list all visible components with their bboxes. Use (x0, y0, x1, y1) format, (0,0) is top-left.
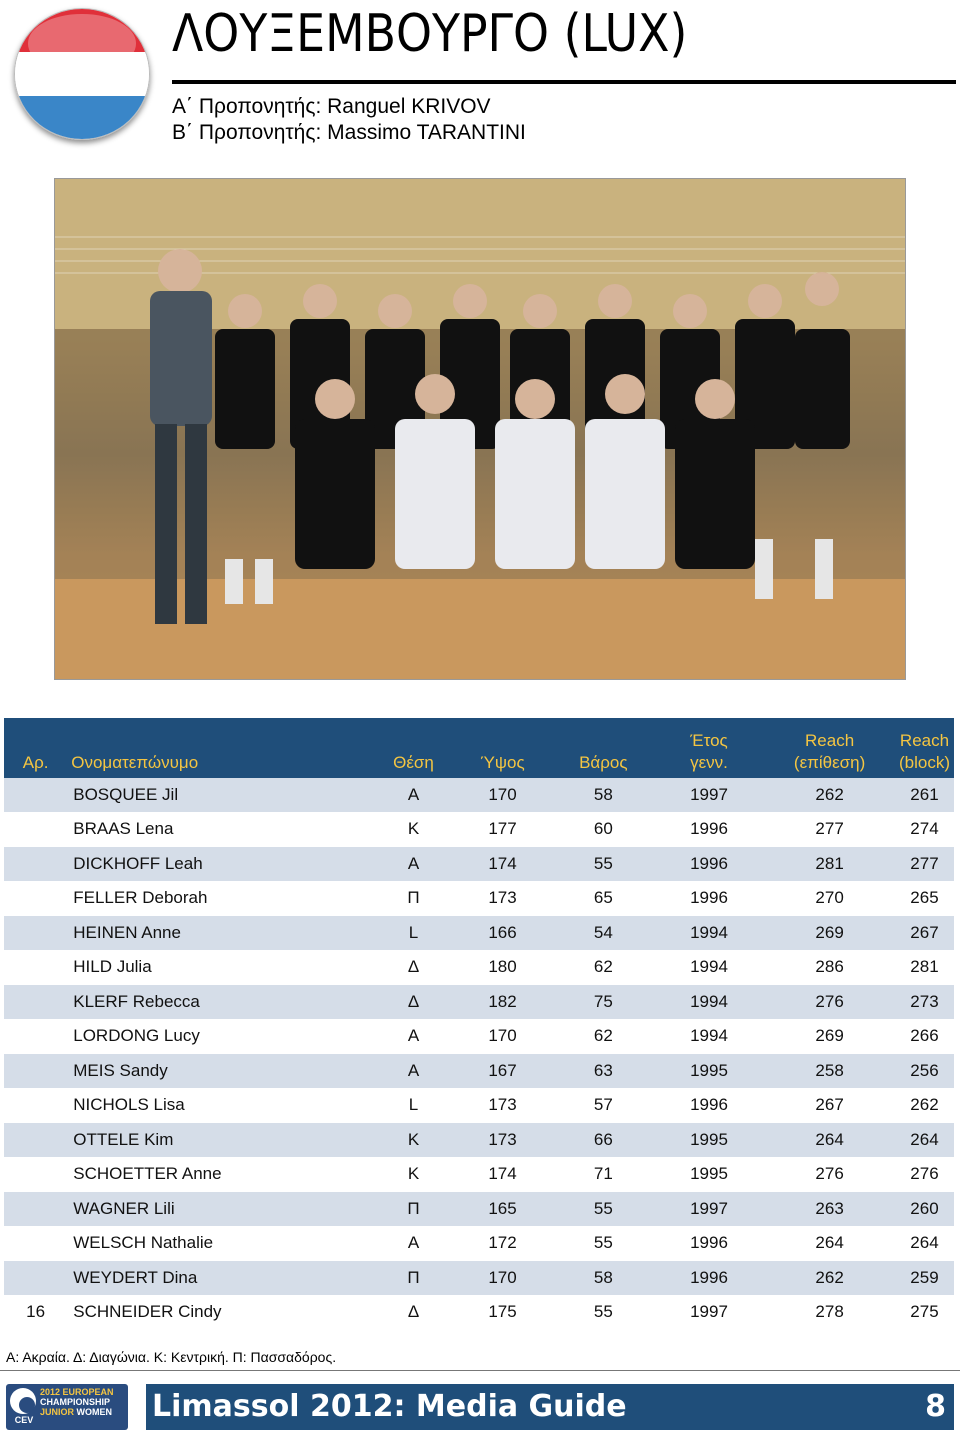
roster-table (4, 718, 954, 1330)
cell-height: 173 (452, 1088, 553, 1123)
header-number: Αρ. (4, 718, 67, 778)
cell-height: 173 (452, 1123, 553, 1158)
position-legend: Α: Ακραία. Δ: Διαγώνια. Κ: Κεντρική. Π: Πασσαδόρος. (6, 1349, 337, 1365)
cell-birth-year: 1994 (654, 985, 764, 1020)
header-reach-attack (764, 718, 895, 778)
cell-height: 177 (452, 812, 553, 847)
header-reach-block-line2: (block) (898, 753, 950, 772)
cell-position: Α (375, 847, 452, 882)
cell-position: Κ (375, 1123, 452, 1158)
cell-name: BOSQUEE Jil (67, 778, 375, 812)
team-photo-illustration (55, 179, 905, 679)
header-height: Ύψος (452, 718, 553, 778)
cell-number (4, 881, 67, 916)
championship-logo (6, 1384, 128, 1430)
cell-position: L (375, 1088, 452, 1123)
cell-number (4, 950, 67, 985)
title-underline (172, 80, 956, 84)
cell-number (4, 1261, 67, 1296)
cell-name: BRAAS Lena (67, 812, 375, 847)
header-birth-year-line2: γενν. (690, 753, 728, 772)
cell-reach-attack: 281 (764, 847, 895, 882)
cell-name: MEIS Sandy (67, 1054, 375, 1089)
cell-reach-attack: 262 (764, 1261, 895, 1296)
cell-name: NICHOLS Lisa (67, 1088, 375, 1123)
front-row-players (295, 419, 755, 569)
logo-line-3: JUNIOR (40, 1407, 75, 1417)
header-position: Θέση (375, 718, 452, 778)
cell-number (4, 985, 67, 1020)
cell-weight: 65 (553, 881, 654, 916)
cell-number (4, 1054, 67, 1089)
page-title: ΛΟΥΞΕΜΒΟΥΡΓΟ (LUX) (172, 4, 688, 64)
cell-birth-year: 1995 (654, 1123, 764, 1158)
cell-reach-attack: 262 (764, 778, 895, 812)
page-number: 8 (925, 1389, 946, 1424)
cell-birth-year: 1994 (654, 1019, 764, 1054)
flag-gloss (28, 14, 135, 73)
cell-height: 182 (452, 985, 553, 1020)
cell-weight: 55 (553, 847, 654, 882)
cell-name: WEYDERT Dina (67, 1261, 375, 1296)
header-birth-year-line1: Έτος (690, 731, 728, 750)
cell-reach-attack: 264 (764, 1123, 895, 1158)
cell-height: 175 (452, 1295, 553, 1330)
cell-number (4, 1192, 67, 1227)
cell-height: 174 (452, 1157, 553, 1192)
cell-weight: 60 (553, 812, 654, 847)
cev-label: CEV (14, 1415, 34, 1425)
cell-name: WAGNER Lili (67, 1192, 375, 1227)
cell-number (4, 847, 67, 882)
logo-line-1: 2012 EUROPEAN (40, 1387, 114, 1397)
cell-reach-attack: 263 (764, 1192, 895, 1227)
table-row (4, 812, 954, 847)
cell-name: OTTELE Kim (67, 1123, 375, 1158)
cell-name: SCHOETTER Anne (67, 1157, 375, 1192)
cell-weight: 55 (553, 1295, 654, 1330)
cell-height: 174 (452, 847, 553, 882)
header-weight: Βάρος (553, 718, 654, 778)
cell-height: 173 (452, 881, 553, 916)
cell-reach-attack: 276 (764, 1157, 895, 1192)
cell-reach-attack: 278 (764, 1295, 895, 1330)
cell-height: 172 (452, 1226, 553, 1261)
cell-birth-year: 1996 (654, 1226, 764, 1261)
cell-birth-year: 1996 (654, 847, 764, 882)
cell-weight: 55 (553, 1226, 654, 1261)
cell-weight: 55 (553, 1192, 654, 1227)
cell-reach-attack: 270 (764, 881, 895, 916)
assistant-coach: Β΄ Προπονητής: Massimo TARANTINI (172, 121, 526, 144)
cell-reach-attack: 269 (764, 916, 895, 951)
cell-birth-year: 1997 (654, 1192, 764, 1227)
cell-reach-block: 265 (895, 881, 954, 916)
header-name: Ονοματεπώνυμο (67, 718, 375, 778)
cell-name: DICKHOFF Leah (67, 847, 375, 882)
table-row (4, 1157, 954, 1192)
table-row (4, 1123, 954, 1158)
cell-position: Π (375, 1192, 452, 1227)
cell-birth-year: 1994 (654, 950, 764, 985)
table-row (4, 847, 954, 882)
table-row (4, 1192, 954, 1227)
luxembourg-flag (14, 8, 150, 140)
cell-weight: 57 (553, 1088, 654, 1123)
table-row (4, 1226, 954, 1261)
cell-birth-year: 1996 (654, 1088, 764, 1123)
cell-position: Α (375, 1054, 452, 1089)
cell-weight: 58 (553, 778, 654, 812)
roster-body (4, 778, 954, 1330)
table-row (4, 950, 954, 985)
cell-position: Π (375, 881, 452, 916)
head-coach: Α΄ Προπονητής: Ranguel KRIVOV (172, 95, 491, 118)
cell-name: HEINEN Anne (67, 916, 375, 951)
footer-divider (0, 1370, 960, 1371)
cell-reach-attack: 276 (764, 985, 895, 1020)
cell-reach-block: 264 (895, 1226, 954, 1261)
cell-number (4, 1157, 67, 1192)
table-header-row (4, 718, 954, 778)
cell-number (4, 1226, 67, 1261)
cell-reach-block: 267 (895, 916, 954, 951)
cell-position: Π (375, 1261, 452, 1296)
header-reach-block-line1: Reach (899, 731, 950, 750)
cell-reach-attack: 286 (764, 950, 895, 985)
table-row (4, 985, 954, 1020)
cell-position: Δ (375, 985, 452, 1020)
cell-position: Κ (375, 1157, 452, 1192)
cell-position: Δ (375, 950, 452, 985)
cell-height: 170 (452, 1019, 553, 1054)
cell-reach-block: 261 (895, 778, 954, 812)
cell-position: L (375, 916, 452, 951)
cell-weight: 62 (553, 950, 654, 985)
cell-weight: 58 (553, 1261, 654, 1296)
cell-height: 165 (452, 1192, 553, 1227)
header-birth-year (654, 718, 764, 778)
cell-reach-block: 260 (895, 1192, 954, 1227)
table-row (4, 881, 954, 916)
header-reach-attack-line1: Reach (805, 731, 855, 750)
cell-reach-attack: 267 (764, 1088, 895, 1123)
cell-height: 167 (452, 1054, 553, 1089)
cell-birth-year: 1994 (654, 916, 764, 951)
cell-birth-year: 1996 (654, 1261, 764, 1296)
table-row (4, 778, 954, 812)
cell-position: Α (375, 1226, 452, 1261)
cell-reach-attack: 277 (764, 812, 895, 847)
cell-reach-block: 256 (895, 1054, 954, 1089)
cell-position: Κ (375, 812, 452, 847)
cell-name: HILD Julia (67, 950, 375, 985)
table-row (4, 1088, 954, 1123)
flag-stripe-blue (15, 96, 149, 139)
cell-reach-block: 277 (895, 847, 954, 882)
logo-line-3b: WOMEN (76, 1407, 113, 1417)
cell-number (4, 1019, 67, 1054)
footer-title: Limassol 2012: Media Guide (152, 1389, 627, 1424)
cell-reach-block: 266 (895, 1019, 954, 1054)
cell-height: 170 (452, 1261, 553, 1296)
footer-bar (146, 1384, 954, 1430)
cell-reach-block: 276 (895, 1157, 954, 1192)
cell-number: 16 (4, 1295, 67, 1330)
cell-reach-attack: 258 (764, 1054, 895, 1089)
table-row (4, 1054, 954, 1089)
cell-birth-year: 1996 (654, 812, 764, 847)
cell-reach-block: 273 (895, 985, 954, 1020)
cell-height: 170 (452, 778, 553, 812)
cell-position: Α (375, 1019, 452, 1054)
cell-number (4, 916, 67, 951)
cell-reach-attack: 269 (764, 1019, 895, 1054)
cell-weight: 62 (553, 1019, 654, 1054)
header-reach-attack-line2: (επίθεση) (793, 753, 866, 772)
cell-reach-attack: 264 (764, 1226, 895, 1261)
header-reach-block (895, 718, 954, 778)
cell-birth-year: 1995 (654, 1054, 764, 1089)
cell-weight: 66 (553, 1123, 654, 1158)
cell-name: KLERF Rebecca (67, 985, 375, 1020)
table-row (4, 916, 954, 951)
cell-height: 166 (452, 916, 553, 951)
cell-birth-year: 1997 (654, 778, 764, 812)
cell-height: 180 (452, 950, 553, 985)
cell-number (4, 1123, 67, 1158)
team-photo (54, 178, 906, 680)
championship-label (40, 1387, 114, 1417)
cev-logo-icon (10, 1388, 36, 1414)
cell-name: FELLER Deborah (67, 881, 375, 916)
cell-number (4, 812, 67, 847)
table-row (4, 1261, 954, 1296)
gym-floor (55, 579, 905, 679)
logo-line-2: CHAMPIONSHIP (40, 1397, 111, 1407)
cell-weight: 71 (553, 1157, 654, 1192)
cell-position: Α (375, 778, 452, 812)
cell-birth-year: 1995 (654, 1157, 764, 1192)
cell-weight: 63 (553, 1054, 654, 1089)
cell-position: Δ (375, 1295, 452, 1330)
cell-name: WELSCH Nathalie (67, 1226, 375, 1261)
cell-weight: 75 (553, 985, 654, 1020)
cell-name: SCHNEIDER Cindy (67, 1295, 375, 1330)
cell-reach-block: 259 (895, 1261, 954, 1296)
cell-reach-block: 281 (895, 950, 954, 985)
cell-reach-block: 262 (895, 1088, 954, 1123)
cell-weight: 54 (553, 916, 654, 951)
cell-reach-block: 275 (895, 1295, 954, 1330)
cell-number (4, 778, 67, 812)
cell-birth-year: 1996 (654, 881, 764, 916)
cell-reach-block: 274 (895, 812, 954, 847)
cell-number (4, 1088, 67, 1123)
cell-reach-block: 264 (895, 1123, 954, 1158)
cell-name: LORDONG Lucy (67, 1019, 375, 1054)
table-row (4, 1295, 954, 1330)
table-row (4, 1019, 954, 1054)
volleyball-icon (19, 1397, 35, 1413)
cell-birth-year: 1997 (654, 1295, 764, 1330)
